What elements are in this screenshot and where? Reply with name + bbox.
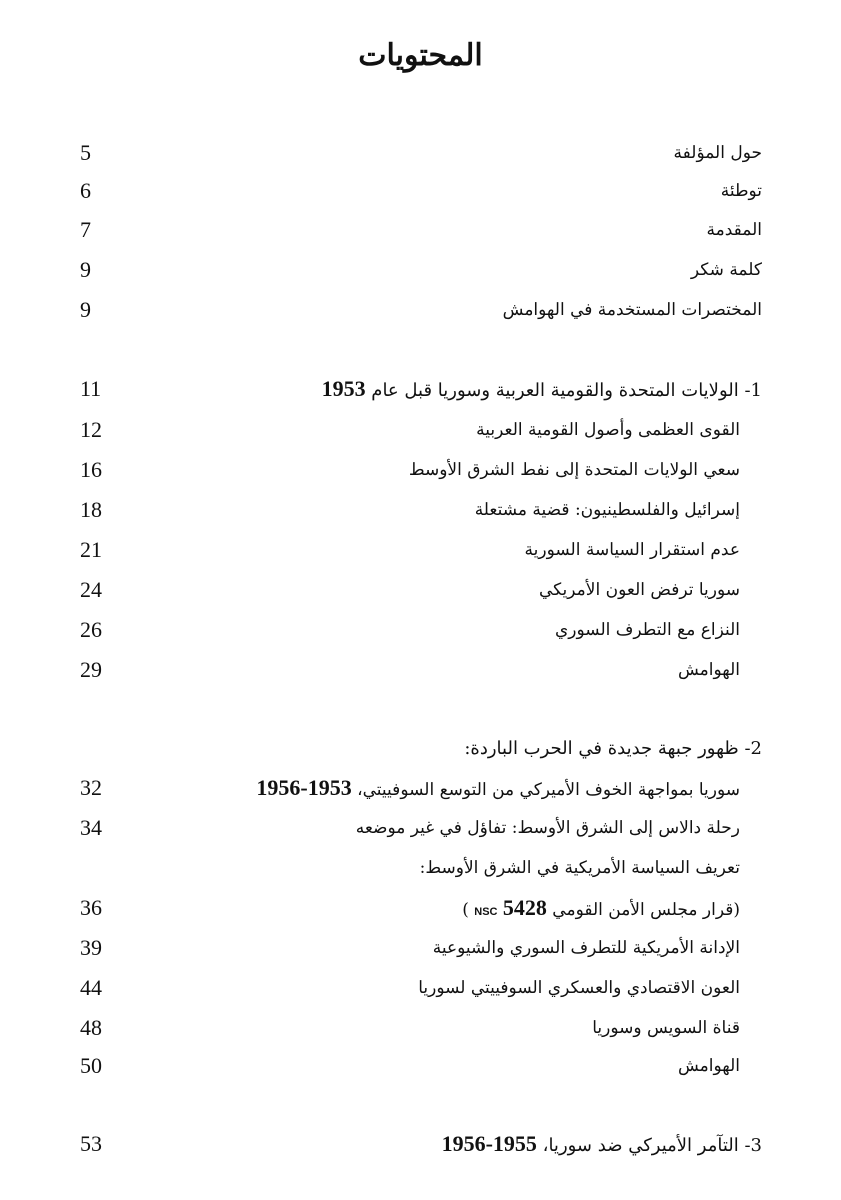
page-number: 18 bbox=[80, 497, 102, 522]
page-number: 53 bbox=[80, 1131, 102, 1156]
page-number: 44 bbox=[80, 975, 102, 1000]
entry-title: إسرائيل والفلسطينيون: قضية مشتعلة bbox=[474, 500, 740, 520]
chapter-3-heading[interactable] bbox=[80, 1124, 762, 1164]
entry-title: كلمة شكر bbox=[690, 260, 762, 280]
entry-title bbox=[130, 775, 762, 801]
page-number: 48 bbox=[80, 1015, 102, 1040]
chapter-title-text: 1- الولايات المتحدة والقومية العربية وسوريا قبل عام bbox=[371, 380, 762, 401]
entry-title: الهوامش bbox=[677, 660, 740, 680]
entry-title: الهوامش bbox=[677, 1056, 740, 1076]
toc-entry[interactable] bbox=[80, 250, 762, 290]
entry-title: القوى العظمى وأصول القومية العربية bbox=[476, 420, 740, 440]
entry-years: 1953-1956 bbox=[256, 775, 352, 800]
toc-entry[interactable] bbox=[80, 570, 762, 610]
entry-title: عدم استقرار السياسة السورية bbox=[524, 540, 740, 560]
toc-entry[interactable] bbox=[80, 171, 762, 211]
entry-title: حول المؤلفة bbox=[673, 143, 762, 163]
toc-entry[interactable] bbox=[80, 410, 762, 450]
chapter-title bbox=[130, 1131, 762, 1157]
chapter-2-heading[interactable] bbox=[80, 728, 762, 768]
entry-title-text: سوريا بمواجهة الخوف الأميركي من التوسع السوفييتي، bbox=[357, 780, 740, 800]
entry-title: توطئة bbox=[720, 181, 762, 201]
chapter-title-text: 3- التآمر الأميركي ضد سوريا، bbox=[542, 1135, 762, 1156]
chapter-title: 2- ظهور جبهة جديدة في الحرب الباردة: bbox=[464, 737, 762, 759]
toc-entry[interactable] bbox=[80, 768, 762, 808]
entry-title-open: (قرار مجلس الأمن القومي bbox=[552, 900, 740, 920]
entry-title: سعي الولايات المتحدة إلى نفط الشرق الأوسط bbox=[408, 460, 740, 480]
page-number: 34 bbox=[80, 815, 102, 840]
page-number: 50 bbox=[80, 1053, 102, 1078]
chapter-year: 1953 bbox=[321, 376, 366, 401]
toc-entry[interactable] bbox=[80, 530, 762, 570]
entry-title: العون الاقتصادي والعسكري السوفييتي لسوريا bbox=[418, 978, 740, 998]
page-number: 6 bbox=[80, 178, 91, 203]
resolution-number: 5428 bbox=[502, 895, 547, 920]
entry-title: الإدانة الأمريكية للتطرف السوري والشيوعية bbox=[432, 938, 740, 958]
toc-entry[interactable] bbox=[80, 450, 762, 490]
page-number: 9 bbox=[80, 257, 91, 282]
toc-entry[interactable] bbox=[80, 290, 762, 330]
page-number: 7 bbox=[80, 217, 91, 242]
toc-entry[interactable] bbox=[80, 1046, 762, 1086]
toc-entry[interactable] bbox=[80, 210, 762, 250]
page-number: 12 bbox=[80, 417, 102, 442]
page-number: 29 bbox=[80, 657, 102, 682]
toc-entry[interactable] bbox=[80, 928, 762, 968]
entry-title: النزاع مع التطرف السوري bbox=[555, 620, 740, 640]
page-number: 39 bbox=[80, 935, 102, 960]
entry-title: المختصرات المستخدمة في الهوامش bbox=[502, 300, 762, 320]
entry-title: سوريا ترفض العون الأمريكي bbox=[539, 580, 740, 600]
toc-entry[interactable] bbox=[80, 490, 762, 530]
chapter-1-heading[interactable] bbox=[80, 369, 762, 409]
toc-entry[interactable] bbox=[80, 133, 762, 173]
toc-entry[interactable] bbox=[80, 888, 762, 928]
resolution-code: NSC bbox=[474, 906, 498, 918]
page-number: 11 bbox=[80, 376, 102, 401]
chapter-years: 1955-1956 bbox=[441, 1131, 537, 1156]
page-number: 26 bbox=[80, 617, 102, 642]
entry-title bbox=[130, 895, 762, 921]
page-title: المحتويات bbox=[358, 38, 483, 73]
entry-title: تعريف السياسة الأمريكية في الشرق الأوسط: bbox=[419, 858, 740, 878]
toc-entry[interactable] bbox=[80, 848, 762, 888]
page-number: 9 bbox=[80, 297, 91, 322]
page-number: 32 bbox=[80, 775, 102, 800]
page-number: 16 bbox=[80, 457, 102, 482]
page-number: 21 bbox=[80, 537, 102, 562]
chapter-title bbox=[130, 376, 762, 402]
toc-entry[interactable] bbox=[80, 808, 762, 848]
toc-entry[interactable] bbox=[80, 968, 762, 1008]
entry-title: المقدمة bbox=[706, 220, 762, 240]
page-number: 36 bbox=[80, 895, 102, 920]
page-number: 5 bbox=[80, 140, 91, 165]
entry-title-close: ) bbox=[462, 900, 469, 920]
toc-entry[interactable] bbox=[80, 610, 762, 650]
toc-entry[interactable] bbox=[80, 650, 762, 690]
toc-entry[interactable] bbox=[80, 1008, 762, 1048]
entry-title: رحلة دالاس إلى الشرق الأوسط: تفاؤل في غير موضعه bbox=[355, 818, 740, 838]
page-number: 24 bbox=[80, 577, 102, 602]
entry-title: قناة السويس وسوريا bbox=[592, 1018, 740, 1038]
